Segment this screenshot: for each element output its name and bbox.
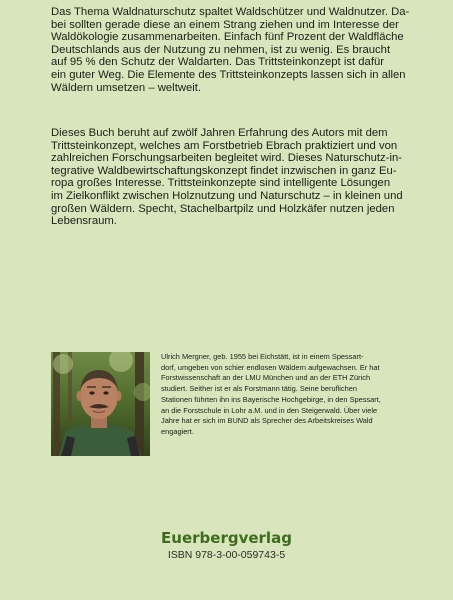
text-line: Waldökologie zusammenarbeiten. Einfach fünf Prozent der Waldfläche — [51, 31, 404, 44]
bio-line: Ulrich Mergner, geb. 1955 bei Eichstätt, ist in einem Spessart- — [161, 352, 364, 361]
author-photo — [51, 352, 150, 456]
bio-line: Stationen führten ihn ins Bayerische Hochgebirge, in den Spessart, — [161, 394, 381, 404]
text-line: zahlreichen Forschungsarbeiten begleitet wird. Dieses Naturschutz-in- — [51, 152, 402, 165]
intro-paragraph — [51, 6, 413, 94]
text-line: ropa großes Interesse. Trittsteinkonzepte sind intelligente Lösungen — [51, 177, 391, 190]
bio-line: studiert. Seither ist er als Forstmann tätig. Seine beruflichen — [161, 384, 357, 394]
text-line: Dieses Buch beruht auf zwölf Jahren Erfahrung des Autors mit dem — [51, 127, 388, 139]
text-line: tegrative Waldbewirtschaftungskonzept findet inzwischen in ganz Eu- — [51, 164, 397, 177]
bio-line: engagiert. — [161, 426, 194, 436]
bio-line: Forstwissenschaft an der LMU München und an der ETH Zürich — [161, 373, 371, 383]
text-line: Das Thema Waldnaturschutz spaltet Waldschützer und Waldnutzer. Da- — [51, 6, 410, 18]
text-line: Deutschlands aus der Nutzung zu nehmen, ist zu wenig. Es braucht — [51, 43, 391, 56]
isbn-number: ISBN 978-3-00-059743-5 — [167, 549, 286, 561]
bio-line: an die Forstschule in Lohr a.M. und in den Steigerwald. Über viele — [161, 405, 378, 415]
text-line: ein guter Weg. Die Elemente des Trittsteinkonzepts lassen sich in allen — [51, 68, 406, 81]
author-bio — [161, 352, 419, 438]
text-line: großen Wäldern. Specht, Stachelbartpilz und Holzkäfer nutzen jeden — [51, 202, 395, 215]
text-line: Lebensraum. — [51, 215, 117, 228]
bio-line: Jahre hat er sich im BUND als Sprecher des Arbeitskreises Wald — [161, 416, 373, 426]
text-line: im Zielkonflikt zwischen Holznutzung und Naturschutz – in kleinen und — [51, 189, 403, 202]
text-line: bei sollten gerade diese an einem Strang ziehen und im Interesse der — [51, 18, 399, 31]
publisher-name: Euerbergverlag — [161, 529, 292, 547]
text-line: Trittsteinkonzept, welches am Forstbetrieb Ebrach praktiziert und von — [51, 139, 398, 152]
book-description-paragraph — [51, 127, 413, 228]
text-line: auf 95 % den Schutz der Waldarten. Das Trittsteinkonzept ist dafür — [51, 56, 385, 69]
bio-line: dorf, umgeben von schier endlosen Wäldern aufgewachsen. Er hat — [161, 362, 380, 372]
text-line: Wäldern umsetzen – weltweit. — [51, 81, 202, 94]
